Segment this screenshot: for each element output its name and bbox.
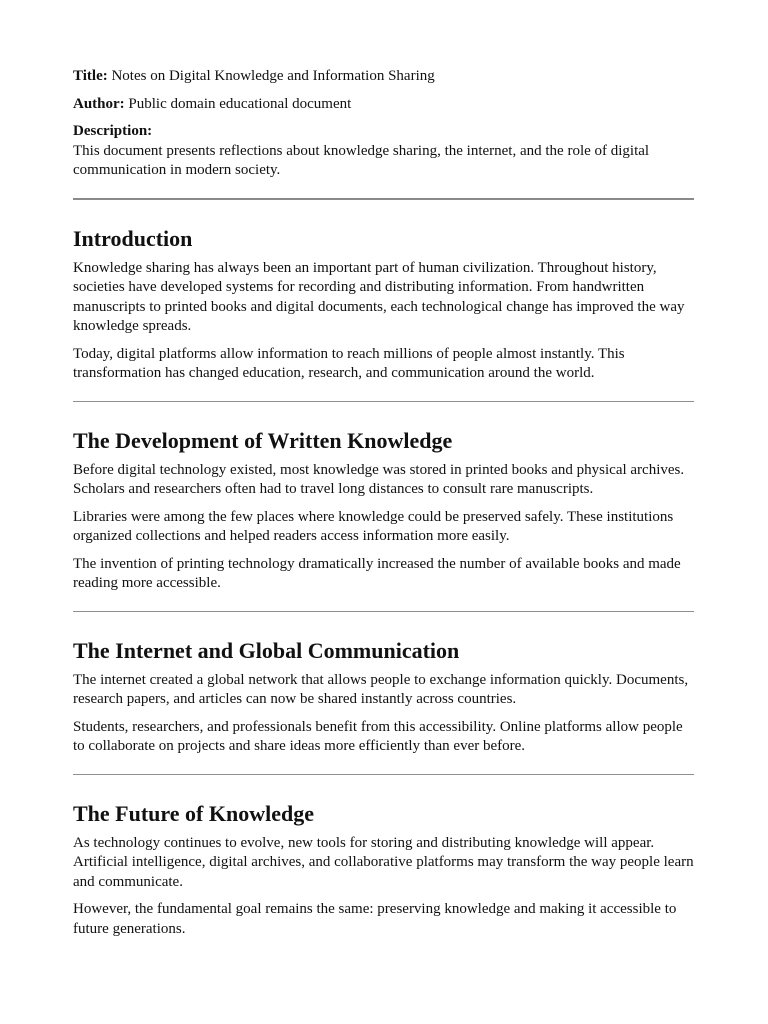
divider bbox=[73, 401, 694, 402]
description-value: This document presents reflections about knowledge sharing, the internet, and the role of digital communication in modern society. bbox=[73, 142, 650, 178]
section-internet-and-global-communication bbox=[73, 638, 694, 757]
section-heading: The Internet and Global Communication bbox=[73, 637, 460, 663]
paragraph: Knowledge sharing has always been an important part of human civilization. Throughout history, societies have developed systems for recording and distributing information. From handwritten manuscripts to printed books and digital documents, each technological change has improved the way knowledge spreads. bbox=[73, 259, 685, 334]
section-heading: Introduction bbox=[73, 225, 193, 251]
paragraph: Libraries were among the few places where knowledge could be preserved safely. These institutions organized collections and helped readers access information more easily. bbox=[73, 508, 674, 544]
paragraph: Students, researchers, and professionals benefit from this accessibility. Online platforms allow people to collaborate on projects and share ideas more efficiently than ever before. bbox=[73, 718, 683, 754]
paragraph: Before digital technology existed, most knowledge was stored in printed books and physical archives. Scholars and researchers often had to travel long distances to consult rare manuscripts. bbox=[73, 461, 685, 497]
title-line bbox=[73, 67, 694, 87]
paragraph: However, the fundamental goal remains the same: preserving knowledge and making it accessible to future generations. bbox=[73, 901, 677, 937]
author-value: Public domain educational document bbox=[128, 95, 352, 112]
description-block bbox=[73, 122, 694, 181]
document-metadata bbox=[73, 67, 694, 181]
section-future-of-knowledge bbox=[73, 801, 694, 940]
section-introduction bbox=[73, 226, 694, 384]
author-label: Author: bbox=[73, 95, 125, 112]
title-label: Title: bbox=[73, 68, 108, 84]
section-development-of-written-knowledge bbox=[73, 428, 694, 594]
description-label: Description: bbox=[73, 123, 153, 139]
author-line bbox=[73, 95, 694, 115]
paragraph: The invention of printing technology dramatically increased the number of available books and made reading more accessible. bbox=[73, 555, 681, 591]
section-heading: The Future of Knowledge bbox=[73, 800, 314, 826]
divider bbox=[73, 774, 694, 775]
paragraph: As technology continues to evolve, new tools for storing and distributing knowledge will appear. Artificial intelligence, digital archives, and collaborative platforms may transform the way people learn and communicate. bbox=[73, 834, 694, 890]
divider bbox=[73, 611, 694, 612]
paragraph: The internet created a global network that allows people to exchange information quickly. Documents, research papers, and articles can now be shared instantly across countries. bbox=[73, 671, 689, 707]
divider bbox=[73, 198, 694, 200]
paragraph: Today, digital platforms allow information to reach millions of people almost instantly. This transformation has changed education, research, and communication around the world. bbox=[73, 345, 625, 381]
section-heading: The Development of Written Knowledge bbox=[73, 427, 453, 453]
title-value: Notes on Digital Knowledge and Information Sharing bbox=[111, 68, 435, 84]
